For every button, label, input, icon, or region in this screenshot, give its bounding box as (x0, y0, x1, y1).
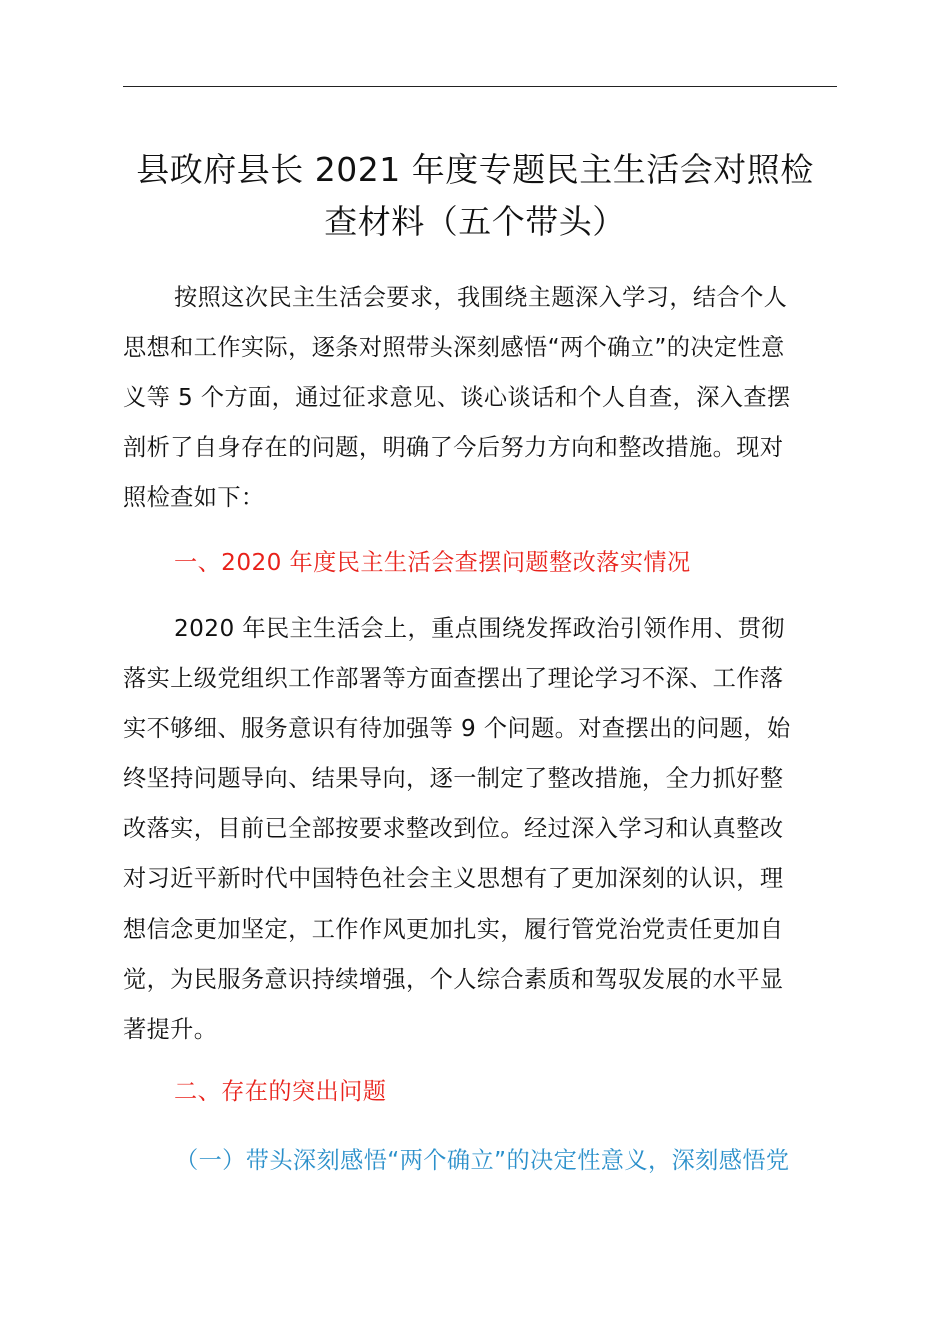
section-heading-text: 一、2020 年度民主生活会查摆问题整改落实情况 (174, 549, 691, 576)
section1-paragraph (123, 604, 837, 1055)
paragraph-line: 著提升。 (123, 1015, 218, 1043)
subsection-heading-text: （一）带头深刻感悟“两个确立”的决定性意义，深刻感悟党 (175, 1147, 790, 1174)
paragraph-line: 对习近平新时代中国特色社会主义思想有了更加深刻的认识，理 (123, 865, 784, 893)
section-heading-1 (123, 538, 837, 588)
paragraph-line: 落实上级党组织工作部署等方面查摆出了理论学习不深、工作落 (123, 665, 784, 693)
paragraph-line: 想信念更加坚定，工作作风更加扎实，履行管党治党责任更加自 (123, 915, 784, 943)
paragraph-line: 实不够细、服务意识有待加强等 9 个问题。对查摆出的问题，始 (123, 715, 791, 743)
paragraph-line: 剖析了自身存在的问题，明确了今后努力方向和整改措施。现对 (123, 434, 784, 462)
section-heading-2 (123, 1067, 837, 1117)
paragraph-line: 按照这次民主生活会要求，我围绕主题深入学习，结合个人 (174, 284, 788, 311)
document-title (100, 144, 850, 248)
paragraph-line: 终坚持问题导向、结果导向，逐一制定了整改措施，全力抓好整 (123, 765, 784, 793)
paragraph-line: 义等 5 个方面，通过征求意见、谈心谈话和个人自查，深入查摆 (123, 384, 791, 412)
header-rule (123, 86, 837, 87)
title-line: 县政府县长 2021 年度专题民主生活会对照检 (136, 150, 814, 189)
paragraph-line: 2020 年民主生活会上，重点围绕发挥政治引领作用、贯彻 (174, 615, 785, 642)
title-line: 查材料（五个带头） (324, 202, 626, 241)
paragraph-line: 改落实，目前已全部按要求整改到位。经过深入学习和认真整改 (123, 815, 784, 843)
paragraph-line: 觉，为民服务意识持续增强，个人综合素质和驾驭发展的水平显 (123, 965, 784, 993)
subsection-heading-1 (123, 1136, 837, 1186)
paragraph-line: 照检查如下： (123, 484, 265, 512)
intro-paragraph (123, 273, 837, 523)
paragraph-line: 思想和工作实际，逐条对照带头深刻感悟“两个确立”的决定性意 (123, 334, 785, 362)
section-heading-text: 二、存在的突出问题 (174, 1078, 387, 1105)
